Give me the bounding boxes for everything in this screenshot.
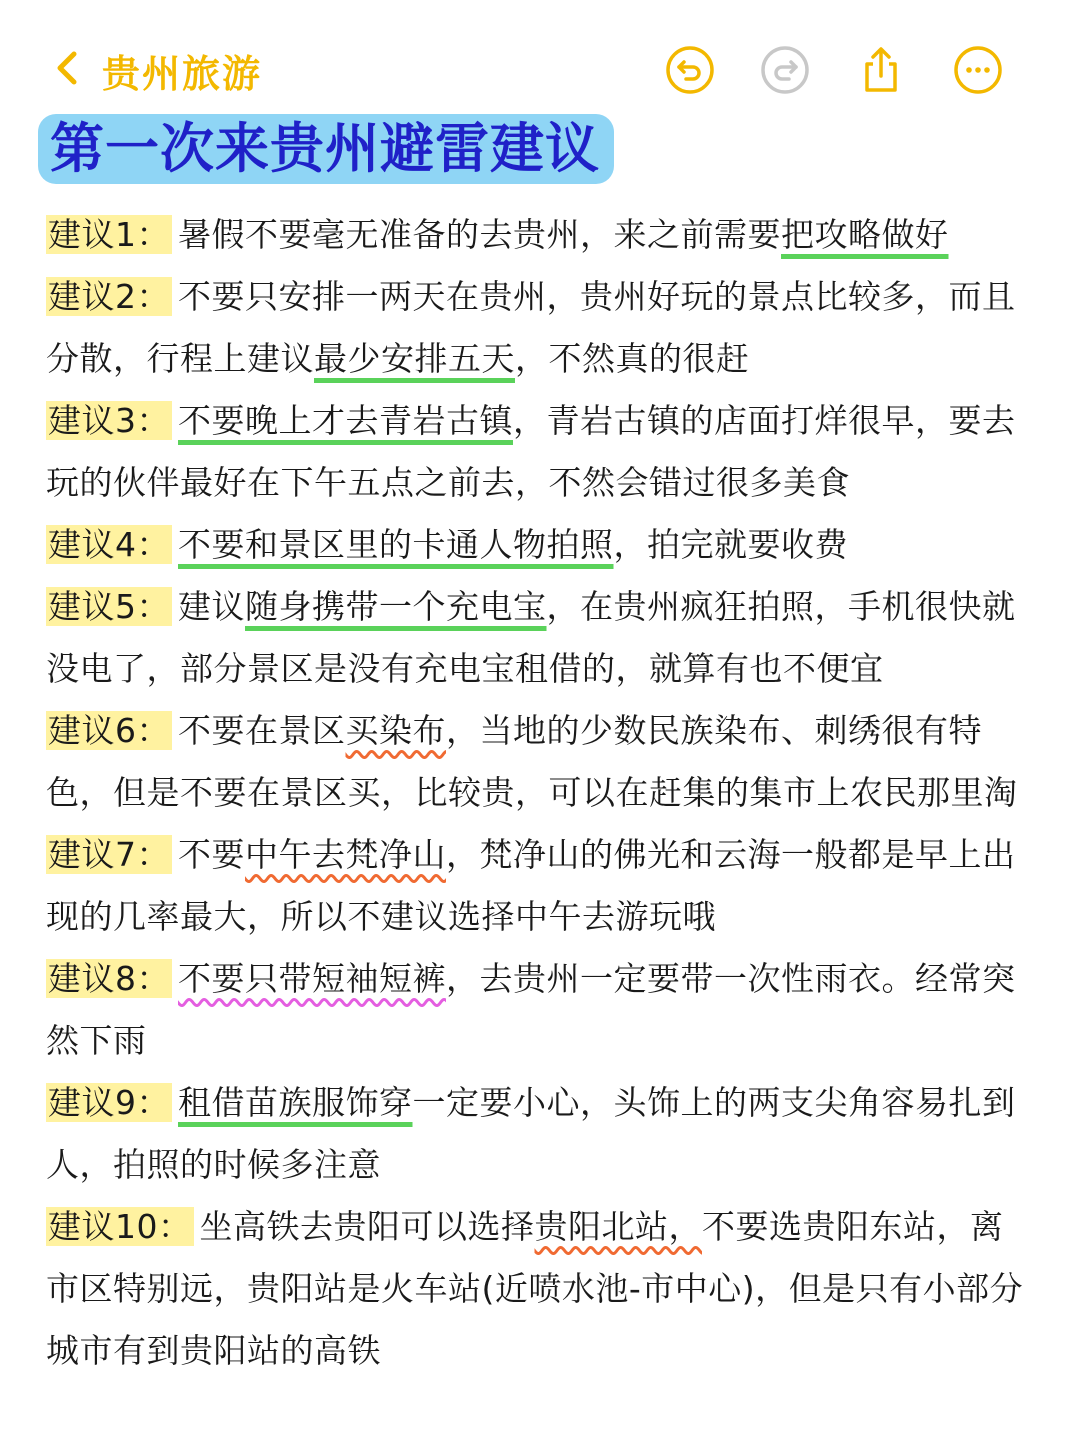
suggestion-item (46, 948, 1036, 1072)
share-icon (855, 44, 907, 96)
suggestion-item (46, 700, 1036, 824)
redo-icon (759, 44, 811, 96)
suggestion-text: 不要选贵阳东站，离市区特别远，贵阳站是火车站(近喷水池-市中心)，但是只有小部分城市有到贵阳站的高铁 (46, 1207, 1024, 1370)
suggestion-item (46, 514, 1036, 576)
title-highlight (38, 114, 614, 184)
suggestion-text: 不要只安排一两天在贵州，贵州好玩的景点比较多，而且分散，行程上建议 (46, 277, 1016, 378)
undo-icon (664, 44, 716, 96)
suggestion-text: 不要 (178, 835, 245, 874)
chevron-left-icon (48, 48, 88, 92)
suggestion-tag: 建议9： (48, 1083, 170, 1122)
page-title: 第一次来贵州避雷建议 (50, 117, 600, 180)
suggestion-tag: 建议8： (48, 959, 170, 998)
suggestion-item (46, 390, 1036, 514)
highlighted-phrase: 买染布 (345, 711, 446, 750)
suggestion-text: 一定要小心，头饰上的两支尖角容易扎到人，拍照的时候多注意 (46, 1083, 1016, 1184)
suggestion-item (46, 576, 1036, 700)
highlighted-phrase: 租借苗族服饰穿 (178, 1083, 413, 1122)
redo-button[interactable] (757, 42, 813, 98)
top-toolbar (0, 30, 1080, 112)
highlighted-phrase: 最少安排五天 (314, 339, 515, 378)
suggestion-tag: 建议10： (48, 1207, 192, 1246)
suggestion-text: ，不然真的很赶 (515, 339, 750, 378)
suggestion-text: ，去贵州一定要带一次性雨衣。经常突然下雨 (46, 959, 1016, 1060)
highlighted-phrase: 不要晚上才去青岩古镇 (178, 401, 513, 440)
share-button[interactable] (853, 42, 909, 98)
suggestion-tag: 建议3： (48, 401, 170, 440)
suggestion-tag: 建议7： (48, 835, 170, 874)
highlighted-phrase: 把攻略做好 (781, 215, 949, 254)
suggestion-item (46, 1072, 1036, 1196)
suggestion-text: ，梵净山的佛光和云海一般都是早上出现的几率最大，所以不建议选择中午去游玩哦 (46, 835, 1016, 936)
more-button[interactable] (950, 42, 1006, 98)
highlighted-phrase: 不要只带短袖短裤 (178, 959, 446, 998)
highlighted-phrase: 贵阳北站， (534, 1207, 702, 1246)
suggestion-text: 暑假不要毫无准备的去贵州，来之前需要 (178, 215, 781, 254)
undo-button[interactable] (662, 42, 718, 98)
more-icon (952, 44, 1004, 96)
suggestion-item (46, 824, 1036, 948)
highlighted-phrase: 不要和景区里的卡通人物拍照 (178, 525, 614, 564)
suggestion-text: ，在贵州疯狂拍照，手机很快就没电了，部分景区是没有充电宝租借的，就算有也不便宜 (46, 587, 1016, 688)
note-body[interactable] (46, 204, 1036, 1382)
suggestion-tag: 建议4： (48, 525, 170, 564)
suggestion-text: ，拍完就要收费 (613, 525, 848, 564)
suggestion-text: ，当地的少数民族染布、刺绣很有特色，但是不要在景区买，比较贵，可以在赶集的集市上农民那里淘 (46, 711, 1018, 812)
suggestion-text: ，青岩古镇的店面打烊很早，要去玩的伙伴最好在下午五点之前去，不然会错过很多美食 (46, 401, 1016, 502)
highlighted-phrase: 随身携带一个充电宝 (245, 587, 547, 626)
suggestion-text: 建议 (178, 587, 245, 626)
suggestion-item (46, 204, 1036, 266)
back-label: 贵州旅游 (102, 51, 263, 96)
suggestion-tag: 建议5： (48, 587, 170, 626)
back-button[interactable] (48, 40, 262, 100)
suggestion-text: 坐高铁去贵阳可以选择 (199, 1207, 535, 1246)
suggestion-text: 不要在景区 (178, 711, 346, 750)
suggestion-tag: 建议2： (48, 277, 170, 316)
suggestion-item (46, 1196, 1036, 1382)
suggestion-tag: 建议1： (48, 215, 170, 254)
suggestion-tag: 建议6： (48, 711, 170, 750)
highlighted-phrase: 中午去梵净山 (245, 835, 446, 874)
suggestion-item (46, 266, 1036, 390)
